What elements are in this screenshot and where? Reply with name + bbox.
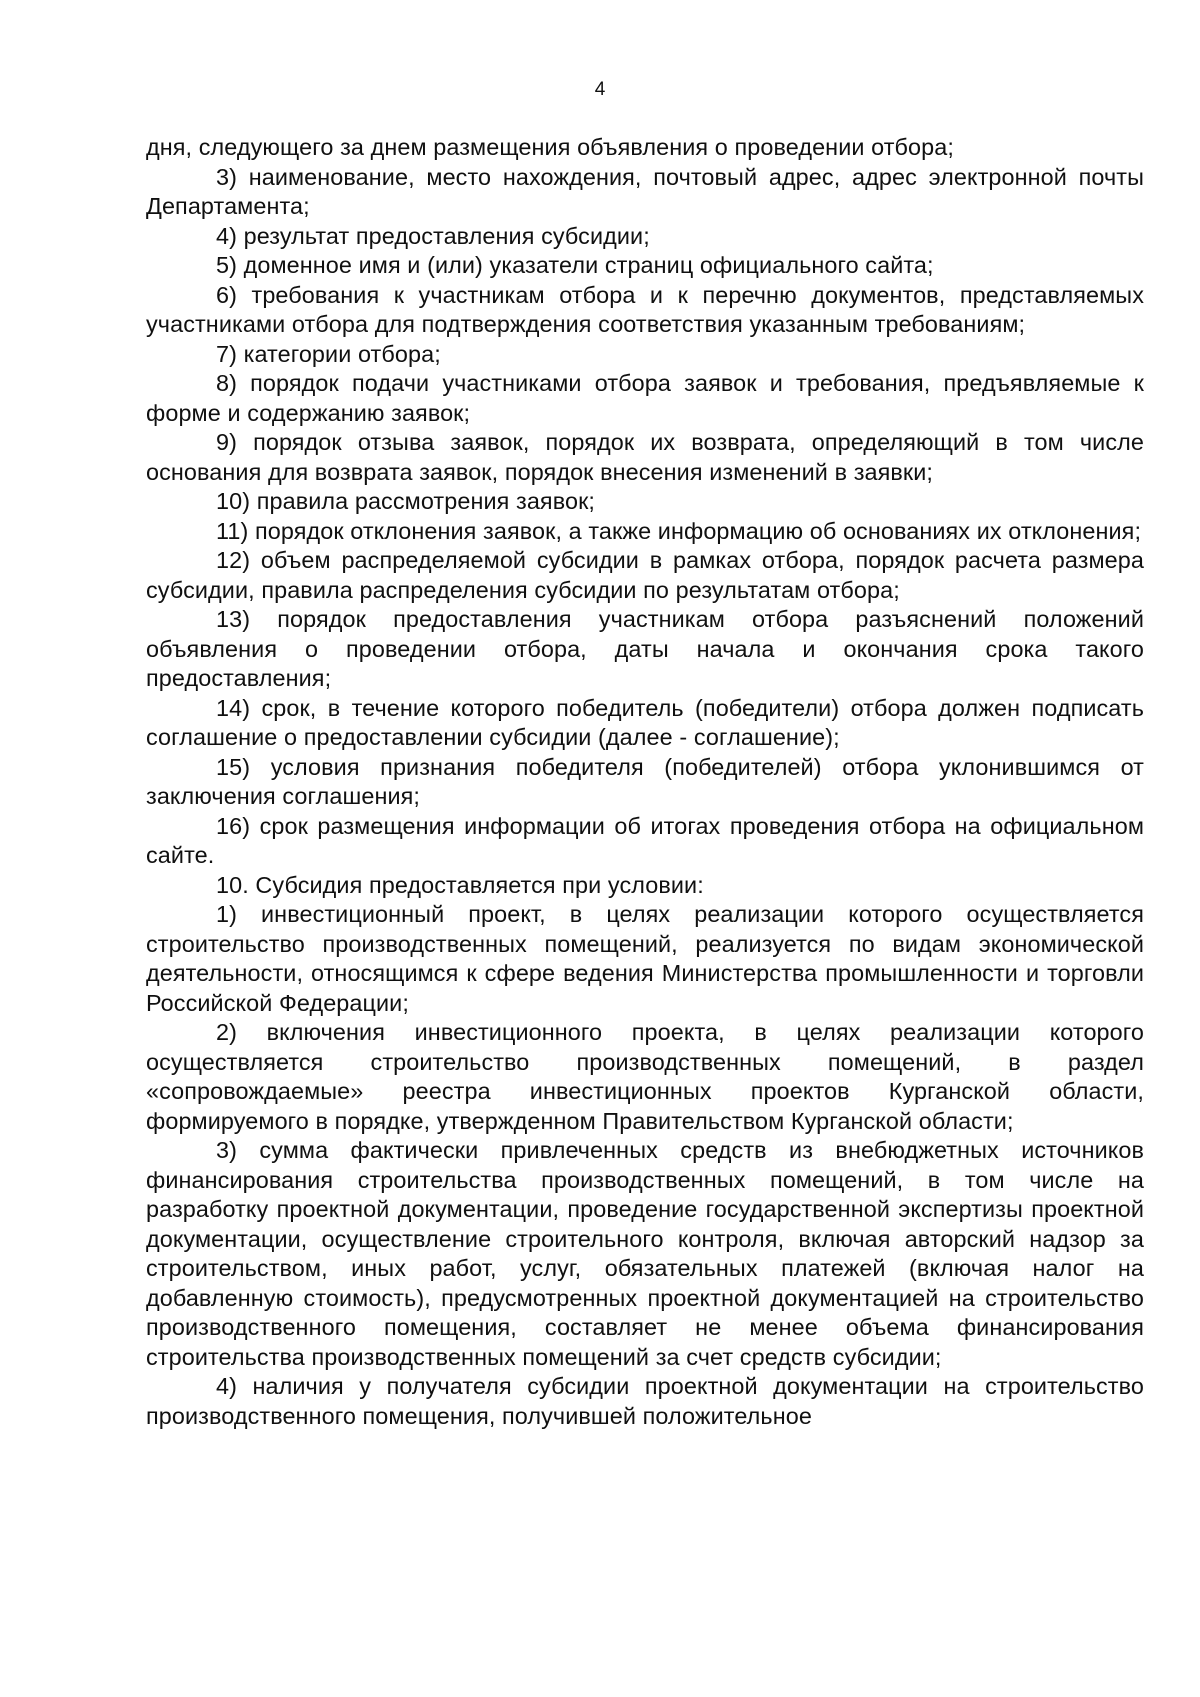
list-item-10: 10) правила рассмотрения заявок; bbox=[216, 488, 596, 514]
document-body bbox=[146, 133, 1144, 1431]
condition-item-4: 4) наличия у получателя субсидии проектной документации на строительство производственного помещения, получившей положительное bbox=[146, 1373, 1144, 1429]
list-item-12: 12) объем распределяемой субсидии в рамках отбора, порядок расчета размера субсидии, правила распределения субсидии по результатам отбора; bbox=[146, 547, 1144, 603]
condition-item-2: 2) включения инвестиционного проекта, в целях реализации которого осуществляется строительство производственных помещений, в раздел «сопровождаемые» реестра инвестиционных проектов Курганской области, формируемого в порядке, утвержденном Правительством Курганской области; bbox=[146, 1019, 1144, 1134]
paragraph-continuation: дня, следующего за днем размещения объявления о проведении отбора; bbox=[146, 134, 954, 160]
condition-item-3: 3) сумма фактически привлеченных средств из внебюджетных источников финансирования строительства производственных помещений, в том числе на разработку проектной документации, проведение государственной экспертизы проектной документации, осуществление строительного контроля, включая авторский надзор за строительством, иных работ, услуг, обязательных платежей (включая налог на добавленную стоимость), предусмотренных проектной документацией на строительство производственного помещения, составляет не менее объема финансирования строительства производственных помещений за счет средств субсидии; bbox=[146, 1137, 1144, 1370]
list-item-8: 8) порядок подачи участниками отбора заявок и требования, предъявляемые к форме и содержанию заявок; bbox=[146, 370, 1144, 426]
condition-item-1: 1) инвестиционный проект, в целях реализации которого осуществляется строительство производственных помещений, реализуется по видам экономической деятельности, относящимся к сфере ведения Министерства промышленности и торговли Российской Федерации; bbox=[146, 901, 1144, 1016]
list-item-15: 15) условия признания победителя (победителей) отбора уклонившимся от заключения соглашения; bbox=[146, 753, 1144, 809]
section-10-heading: 10. Субсидия предоставляется при условии: bbox=[216, 871, 704, 898]
list-item-9: 9) порядок отзыва заявок, порядок их возврата, определяющий в том числе основания для возврата заявок, порядок внесения изменений в заявки; bbox=[146, 429, 1144, 485]
page-number: 4 bbox=[594, 79, 606, 100]
list-item-11: 11) порядок отклонения заявок, а также информацию об основаниях их отклонения; bbox=[216, 517, 1142, 544]
list-item-4: 4) результат предоставления субсидии; bbox=[216, 222, 650, 249]
list-item-6: 6) требования к участникам отбора и к перечню документов, представляемых участниками отбора для подтверждения соответствия указанным требованиям; bbox=[146, 281, 1144, 337]
list-item-5: 5) доменное имя и (или) указатели страниц официального сайта; bbox=[216, 252, 934, 278]
list-item-14: 14) срок, в течение которого победитель (победители) отбора должен подписать соглашение о предоставлении субсидии (далее - соглашение); bbox=[146, 694, 1144, 750]
list-item-3: 3) наименование, место нахождения, почтовый адрес, адрес электронной почты Департамента; bbox=[146, 163, 1144, 219]
list-item-7: 7) категории отбора; bbox=[216, 340, 441, 367]
list-item-13: 13) порядок предоставления участникам отбора разъяснений положений объявления о проведении отбора, даты начала и окончания срока такого предоставления; bbox=[146, 606, 1144, 691]
list-item-16: 16) срок размещения информации об итогах проведения отбора на официальном сайте. bbox=[146, 812, 1144, 868]
